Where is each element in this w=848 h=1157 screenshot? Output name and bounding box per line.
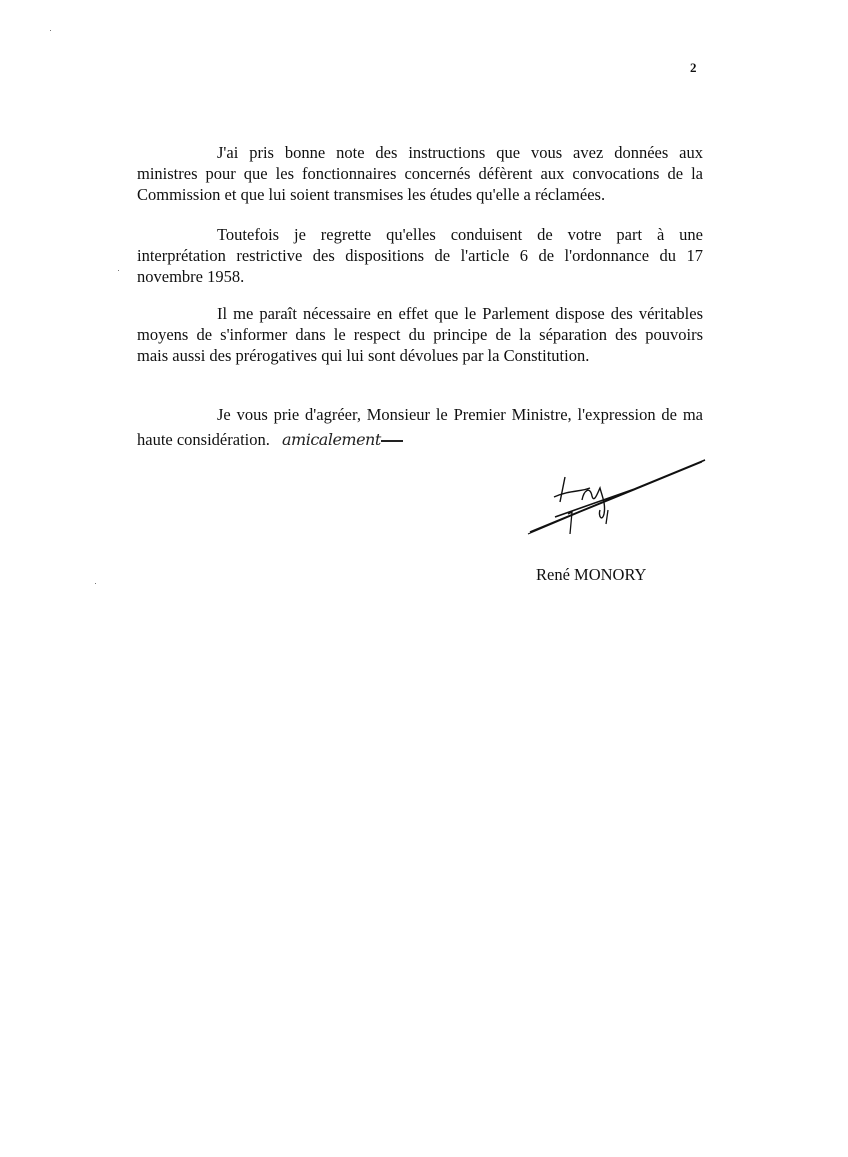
text-line: J'ai pris bonne note des instructions que vous avez données aux: [217, 143, 703, 162]
text-line: moyens de s'informer dans le respect du principe de la séparation des pouvoirs: [137, 325, 703, 344]
handwritten-note: amicalement: [282, 430, 381, 449]
page-number: 2: [690, 60, 697, 75]
signature: [520, 452, 710, 542]
text-line: mais aussi des prérogatives qui lui sont dévolues par la Constitution.: [137, 346, 590, 365]
text-line: Il me paraît nécessaire en effet que le Parlement dispose des véritables: [217, 304, 703, 323]
scan-speck: [95, 583, 96, 584]
text-line: Commission et que lui soient transmises les études qu'elle a réclamées.: [137, 185, 606, 204]
scan-speck: [118, 270, 119, 271]
text-line: Je vous prie d'agréer, Monsieur le Premier Ministre, l'expression de ma: [217, 405, 703, 424]
text-line: Toutefois je regrette qu'elles conduisent de votre part à une: [217, 225, 703, 244]
text-line: ministres pour que les fonctionnaires concernés défèrent aux convocations de la: [137, 164, 703, 183]
text-line: haute considération.: [137, 430, 270, 449]
text-line: interprétation restrictive des dispositions de l'article 6 de l'ordonnance du 17: [137, 246, 703, 265]
scan-speck: [50, 30, 51, 31]
text-line: novembre 1958.: [137, 267, 245, 286]
signatory-name: René MONORY: [536, 565, 647, 584]
